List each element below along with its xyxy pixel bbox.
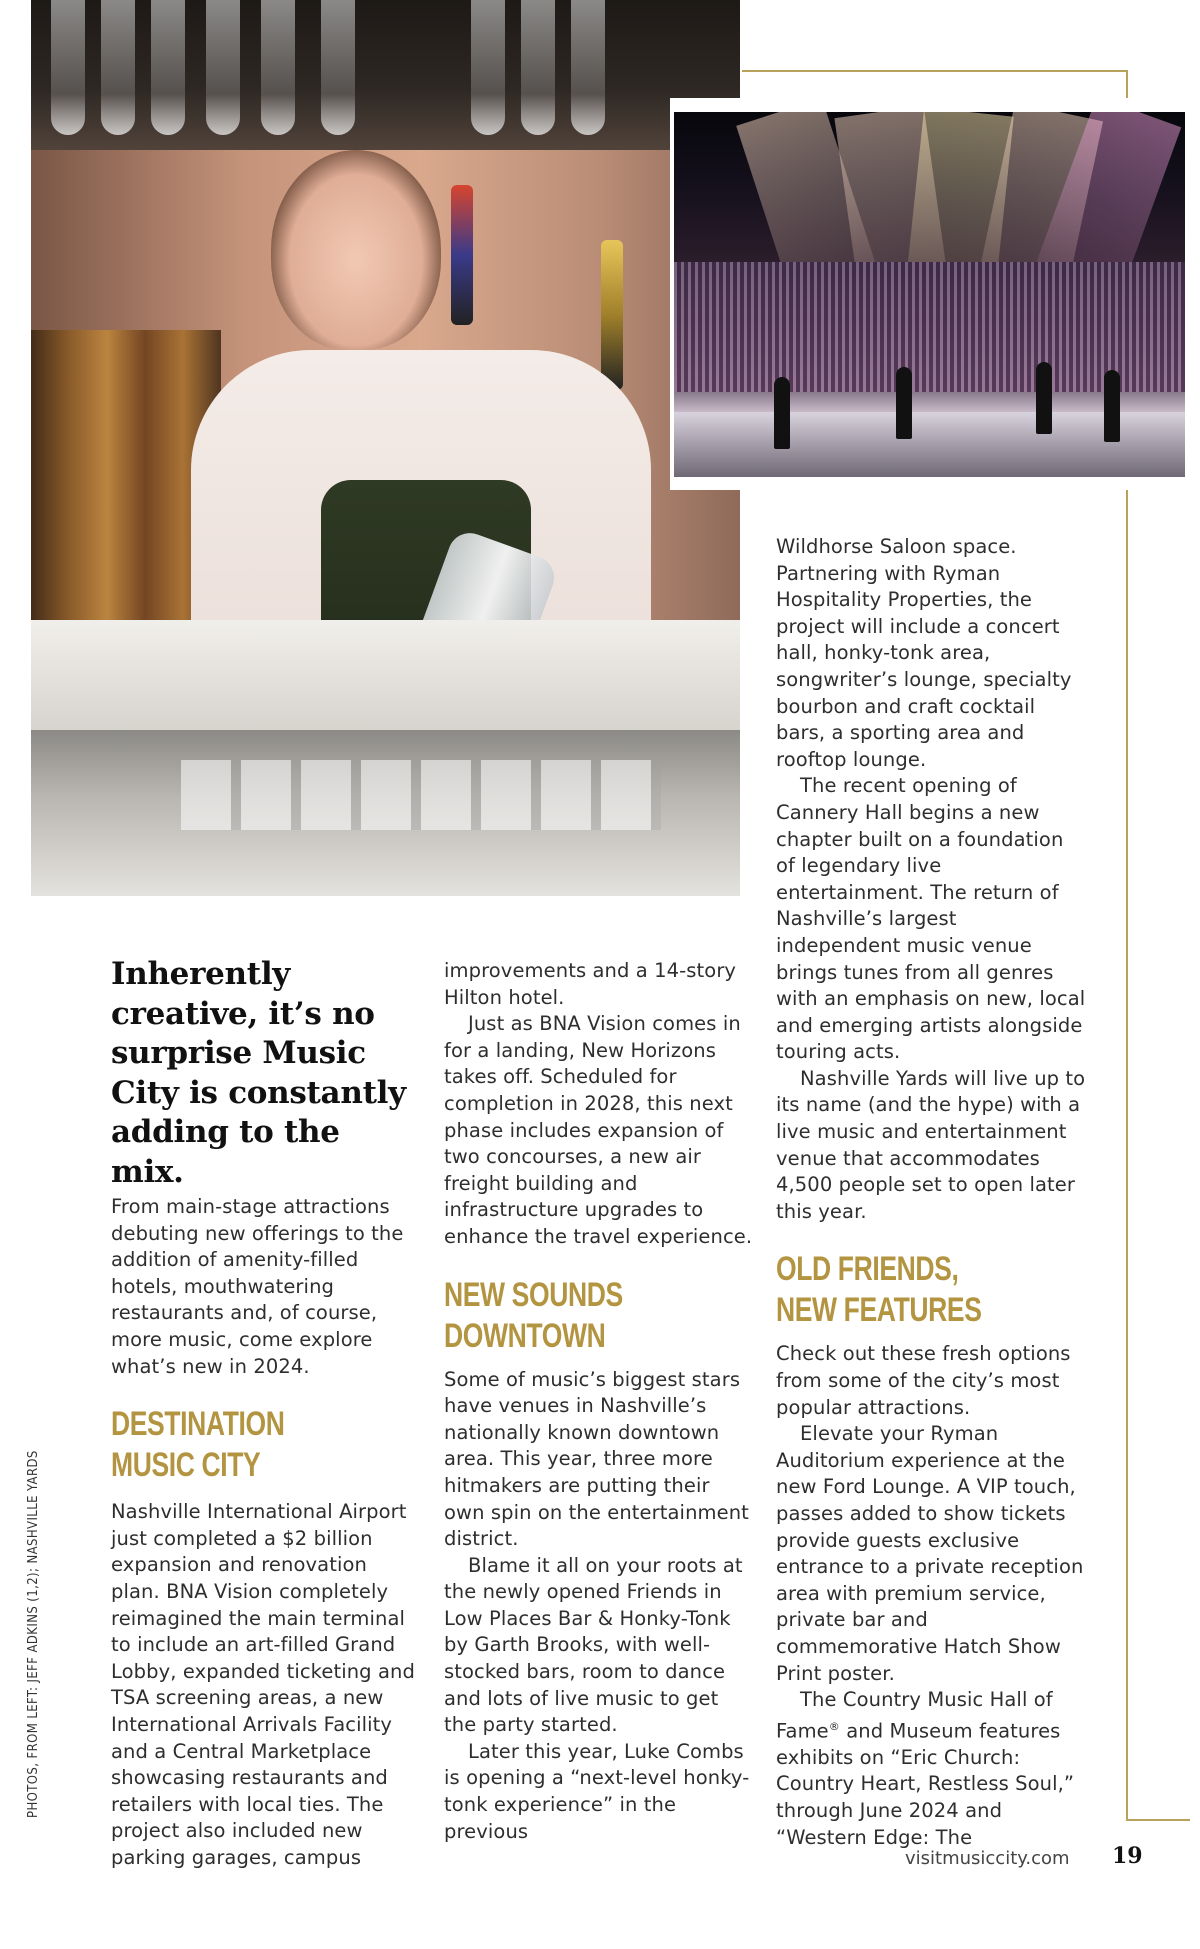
- footer-url[interactable]: visitmusiccity.com: [905, 1848, 1070, 1869]
- nashville-yards-paragraph: Nashville Yards will live up to its name (and the hype) with a live music and entertainment venue that accommodates 4,500 people set to open later this year.: [776, 1066, 1086, 1223]
- ryman-paragraph: Elevate your Ryman Auditorium experience at the new Ford Lounge. A VIP touch, passes added to show tickets provide guests exclusive entrance to a private reception area with premium service, private bar and commemorative Hatch Show Print poster.: [776, 1422, 1084, 1685]
- frame-rule-right: [1126, 490, 1128, 1820]
- garth-brooks-paragraph: Blame it all on your roots at the newly opened Friends in Low Places Bar & Honky-Tonk by Garth Brooks, with well-stocked bars, room to dance and lots of live music to get the party started.: [444, 1553, 743, 1737]
- section-heading-old-friends: OLD FRIENDS, NEW FEATURES: [776, 1250, 982, 1330]
- intro-body: From main-stage attractions debuting new offerings to the addition of amenity-filled hotels, mouthwatering restaurants and, of course, more music, come explore what’s new in 2024.: [111, 1195, 404, 1378]
- registered-mark: ®: [828, 1719, 840, 1733]
- intro-headline: Inherently creative, it’s no surprise Music City is constantly adding to the mix.: [111, 956, 406, 1190]
- glass-shelf: [31, 0, 740, 150]
- column-3: [776, 534, 1086, 1851]
- photo-credit: PHOTOS, FROM LEFT: JEFF ADKINS (1,2); NASHVILLE YARDS: [26, 1450, 41, 1818]
- airport-paragraph: Nashville International Airport just completed a $2 billion expansion and renovation plan. BNA Vision completely reimagined the main terminal to include an art-filled Grand Lobby, expanded ticketing and TSA screening areas, a new International Arrivals Facility and a Central Marketplace showcasing restaurants and retailers with local ties. The project also included new parking garages, campus: [111, 1500, 415, 1869]
- section-heading-destination: DESTINATION MUSIC CITY: [111, 1405, 285, 1485]
- section-heading-new-sounds: NEW SOUNDS DOWNTOWN: [444, 1275, 623, 1355]
- hall-of-fame-paragraph: The Country Music Hall of Fame® and Museum features exhibits on “Eric Church: Country Heart, Restless Soul,” through June 2024 and “Western Edge: The: [776, 1688, 1075, 1849]
- luke-combs-paragraph-cont: Wildhorse Saloon space. Partnering with Ryman Hospitality Properties, the project will include a concert hall, honky-tonk area, songwriter’s lounge, specialty bourbon and craft cocktail bars, a sporting area and rooftop lounge.: [776, 535, 1072, 771]
- airport-paragraph-cont: improvements and a 14-story Hilton hotel.: [444, 959, 737, 1009]
- column-2: [444, 958, 754, 1845]
- frame-rule-bottom: [1126, 1819, 1190, 1821]
- bartender-photo: [31, 0, 740, 896]
- downtown-paragraph: Some of music’s biggest stars have venues in Nashville’s nationally known downtown area. This year, three more hitmakers are putting their own spin on the entertainment district.: [444, 1367, 749, 1551]
- concert-photo: [674, 112, 1185, 477]
- cannery-hall-paragraph: The recent opening of Cannery Hall begins a new chapter built on a foundation of legendary live entertainment. The return of Nashville’s largest independent music venue brings tunes from all genres with an emphasis on new, local and emerging artists alongside touring acts.: [776, 774, 1086, 1064]
- attractions-paragraph: Check out these fresh options from some of the city’s most popular attractions.: [776, 1342, 1071, 1419]
- column-1: [111, 955, 421, 1871]
- frame-rule-right-upper: [1126, 70, 1128, 98]
- luke-combs-paragraph: Later this year, Luke Combs is opening a “next-level honky-tonk experience” in the previous: [444, 1739, 750, 1843]
- frame-rule-top: [742, 70, 1128, 72]
- page-number: 19: [1112, 1843, 1143, 1869]
- new-horizons-paragraph: Just as BNA Vision comes in for a landing, New Horizons takes off. Scheduled for completion in 2028, this next phase includes expansion of two concourses, a new air freight building and infrastructure upgrades to enhance the travel experience.: [444, 1012, 753, 1248]
